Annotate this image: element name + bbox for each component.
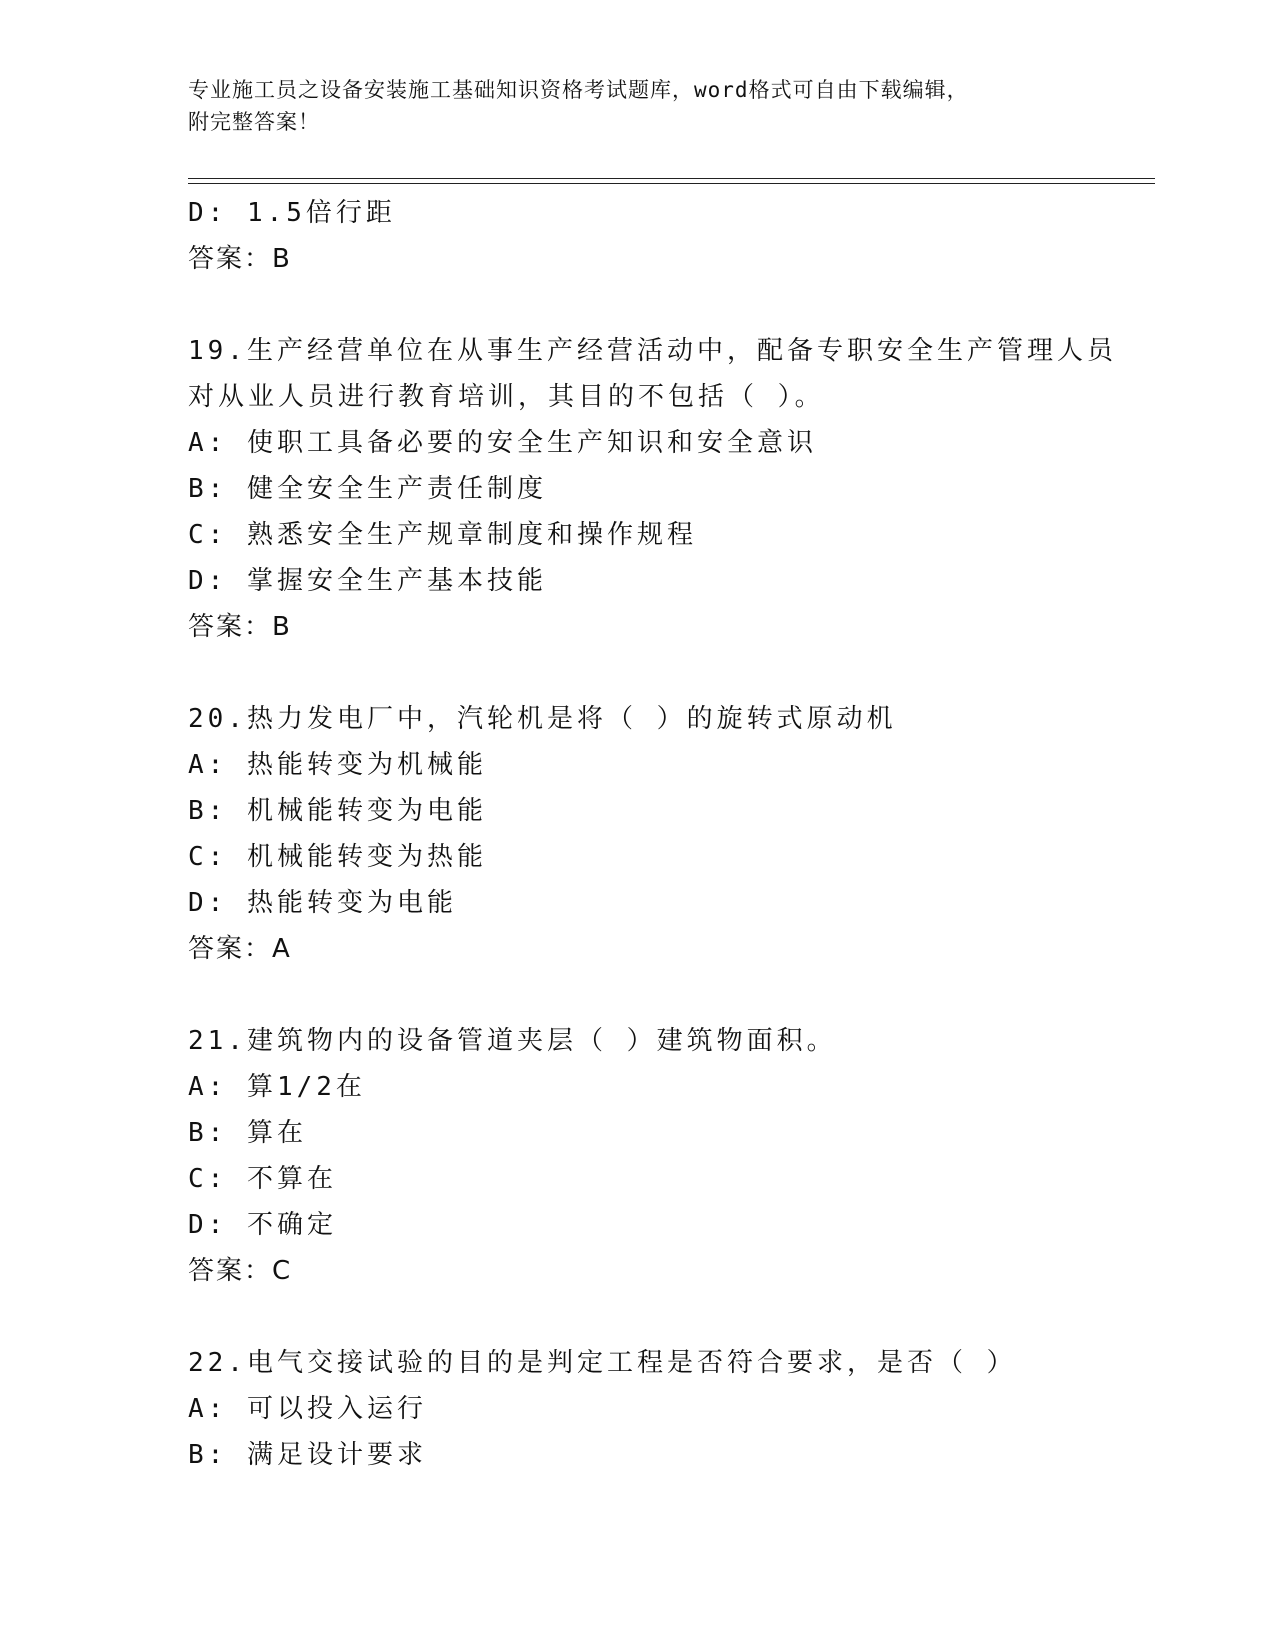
question-22	[188, 1340, 1088, 1478]
option-b: B: 算在	[188, 1118, 307, 1148]
answer-line: 答案：B	[188, 244, 292, 274]
option-a: A: 使职工具备必要的安全生产知识和安全意识	[188, 428, 817, 458]
answer-line: 答案：A	[188, 934, 292, 964]
option-d: D: 1.5倍行距	[188, 198, 396, 228]
question-stem: 19.生产经营单位在从事生产经营活动中，配备专职安全生产管理人员	[188, 336, 1117, 366]
header-divider-top	[188, 178, 1155, 179]
answer-line: 答案：C	[188, 1256, 293, 1286]
option-c: C: 熟悉安全生产规章制度和操作规程	[188, 520, 697, 550]
option-b: B: 机械能转变为电能	[188, 796, 487, 826]
answer-line: 答案：B	[188, 612, 292, 642]
option-d: D: 热能转变为电能	[188, 888, 457, 918]
document-header	[188, 74, 1088, 138]
header-line-2: 附完整答案！	[188, 110, 320, 134]
question-21	[188, 1018, 1088, 1294]
question-stem: 22.电气交接试验的目的是判定工程是否符合要求，是否（ ）	[188, 1348, 1017, 1378]
option-c: C: 机械能转变为热能	[188, 842, 487, 872]
option-a: A: 算1/2在	[188, 1072, 366, 1102]
question-stem: 20.热力发电厂中，汽轮机是将（ ）的旋转式原动机	[188, 704, 897, 734]
option-d: D: 不确定	[188, 1210, 337, 1240]
question-20	[188, 696, 1088, 972]
question-list	[188, 190, 1117, 1478]
option-a: A: 可以投入运行	[188, 1394, 427, 1424]
option-c: C: 不算在	[188, 1164, 337, 1194]
question-stem-continued: 对从业人员进行教育培训，其目的不包括（ ）。	[188, 382, 825, 412]
header-line-1: 专业施工员之设备安装施工基础知识资格考试题库，word格式可自由下载编辑，	[188, 78, 969, 102]
header-divider-bottom	[188, 183, 1155, 184]
option-b: B: 满足设计要求	[188, 1440, 427, 1470]
question-stem: 21.建筑物内的设备管道夹层（ ）建筑物面积。	[188, 1026, 837, 1056]
option-d: D: 掌握安全生产基本技能	[188, 566, 547, 596]
option-b: B: 健全安全生产责任制度	[188, 474, 547, 504]
question-19	[188, 328, 1117, 650]
option-a: A: 热能转变为机械能	[188, 750, 487, 780]
